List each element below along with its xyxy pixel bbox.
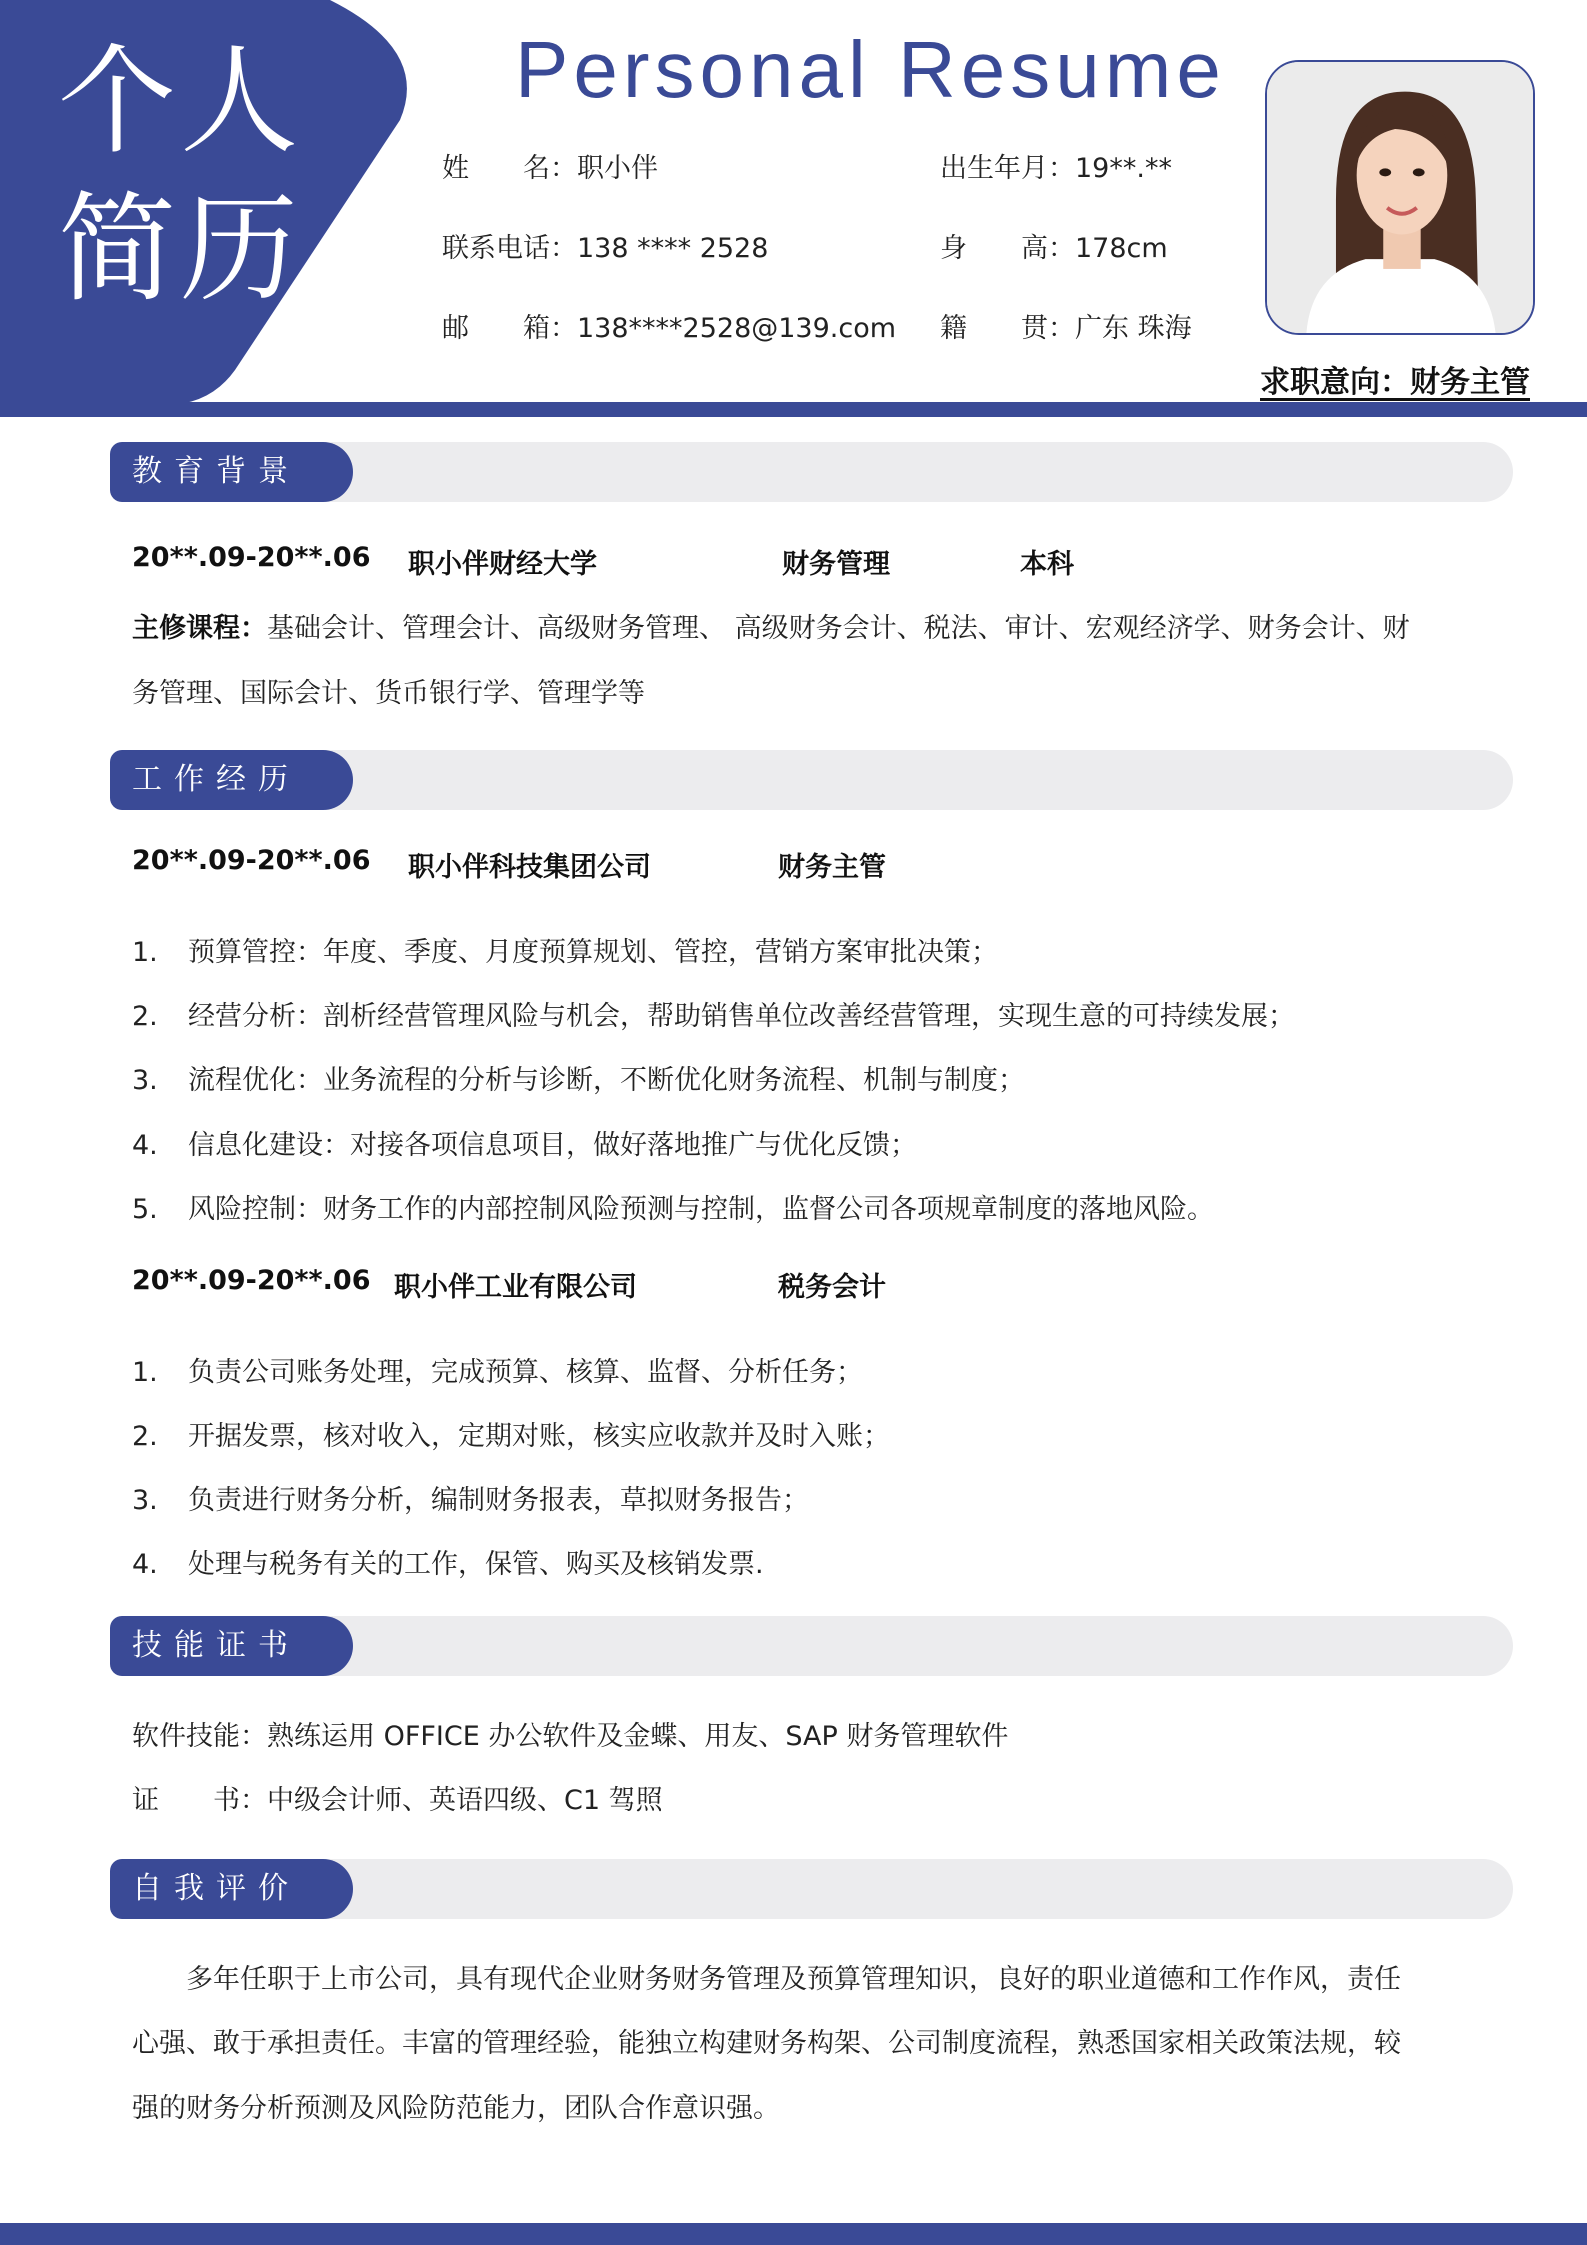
job-1-position: 财务主管 — [778, 852, 886, 883]
duty-text: 处理与税务有关的工作，保管、购买及核销发票. — [188, 1549, 764, 1580]
height-value: 178cm — [1075, 233, 1168, 264]
duty-text: 信息化建设：对接各项信息项目，做好落地推广与优化反馈； — [188, 1130, 917, 1161]
info-email — [442, 306, 896, 345]
courses-line1 — [132, 606, 1410, 645]
job-2-duty — [132, 1542, 764, 1581]
job-1-duty — [132, 994, 1295, 1033]
info-name — [442, 146, 658, 185]
courses-text1: 基础会计、管理会计、高级财务管理、 高级财务会计、税法、审计、宏观经济学、财务会计、财 — [267, 613, 1410, 644]
email-label: 邮 箱： — [442, 313, 577, 344]
duty-text: 负责进行财务分析，编制财务报表，草拟财务报告； — [188, 1485, 809, 1516]
name-value: 职小伴 — [577, 153, 658, 184]
section-self-eval-bar — [110, 1859, 1513, 1919]
education-degree: 本科 — [1020, 549, 1074, 580]
job-1-duty — [132, 1187, 1214, 1226]
duty-text: 经营分析：剖析经营管理风险与机会，帮助销售单位改善经营管理，实现生意的可持续发展； — [188, 1001, 1295, 1032]
education-school: 职小伴财经大学 — [408, 549, 597, 580]
section-self-eval-heading: 自我评价 — [110, 1859, 353, 1919]
duty-number: 3. — [132, 1065, 158, 1096]
duty-number: 2. — [132, 1421, 158, 1452]
skills-software — [132, 1714, 1008, 1753]
portrait-illustration — [1267, 62, 1533, 333]
courses-line2: 务管理、国际会计、货币银行学、管理学等 — [132, 678, 645, 709]
cert-label: 证 书： — [132, 1785, 267, 1816]
skills-certificates — [132, 1778, 663, 1817]
education-row — [132, 542, 1074, 580]
origin-label: 籍 贯： — [940, 313, 1075, 344]
info-birth — [940, 146, 1172, 185]
self-eval-line2: 心强、敢于承担责任。丰富的管理经验，能独立构建财务构架、公司制度流程，熟悉国家相关政策法规，较 — [132, 2028, 1401, 2059]
job-2-position: 税务会计 — [778, 1272, 886, 1303]
job-2-duty — [132, 1478, 809, 1517]
duty-text: 负责公司账务处理，完成预算、核算、监督、分析任务； — [188, 1357, 863, 1388]
job-2-duty — [132, 1350, 863, 1389]
phone-label: 联系电话： — [442, 233, 577, 264]
job-2-company: 职小伴工业有限公司 — [394, 1272, 637, 1303]
corner-title-line2: 简历 — [58, 180, 303, 318]
section-work-bar — [110, 750, 1513, 810]
birth-label: 出生年月： — [940, 153, 1075, 184]
cert-value: 中级会计师、英语四级、C1 驾照 — [267, 1785, 663, 1816]
section-skills-bar — [110, 1616, 1513, 1676]
header-divider-band — [0, 402, 1587, 417]
duty-number: 3. — [132, 1485, 158, 1516]
name-label: 姓 名： — [442, 153, 577, 184]
info-origin — [940, 306, 1192, 345]
job-1-company: 职小伴科技集团公司 — [408, 852, 651, 883]
software-value: 熟练运用 OFFICE 办公软件及金蝶、用友、SAP 财务管理软件 — [267, 1721, 1009, 1752]
job-1-duty — [132, 1123, 917, 1162]
footer-band — [0, 2223, 1587, 2245]
section-work-heading: 工作经历 — [110, 750, 353, 810]
profile-photo — [1265, 60, 1535, 335]
duty-text: 预算管控：年度、季度、月度预算规划、管控，营销方案审批决策； — [188, 937, 998, 968]
job-1-period: 20**.09-20**.06 — [132, 845, 371, 876]
duty-number: 2. — [132, 1001, 158, 1032]
info-height — [940, 226, 1168, 265]
education-period: 20**.09-20**.06 — [132, 542, 371, 573]
page-title: Personal Resume — [515, 25, 1226, 114]
duty-number: 1. — [132, 937, 158, 968]
duty-number: 4. — [132, 1130, 158, 1161]
self-eval-line1: 多年任职于上市公司，具有现代企业财务财务管理及预算管理知识，良好的职业道德和工作作风，责任 — [132, 1964, 1401, 1995]
duty-text: 风险控制：财务工作的内部控制风险预测与控制，监督公司各项规章制度的落地风险。 — [188, 1194, 1214, 1225]
duty-text: 开据发票，核对收入，定期对账，核实应收款并及时入账； — [188, 1421, 890, 1452]
education-major: 财务管理 — [782, 549, 890, 580]
job-objective: 求职意向：财务主管 — [1260, 365, 1530, 400]
corner-title-line1: 个人 — [58, 32, 303, 170]
section-education-bar — [110, 442, 1513, 502]
info-phone — [442, 226, 768, 265]
email-value: 138****2528@139.com — [577, 313, 897, 344]
job-2-period: 20**.09-20**.06 — [132, 1265, 371, 1296]
courses-label: 主修课程： — [132, 613, 267, 644]
self-eval-line3: 强的财务分析预测及风险防范能力，团队合作意识强。 — [132, 2093, 780, 2124]
duty-number: 5. — [132, 1194, 158, 1225]
phone-value: 138 **** 2528 — [577, 233, 769, 264]
job-1-duty — [132, 1058, 1025, 1097]
origin-value: 广东 珠海 — [1075, 313, 1192, 344]
duty-text: 流程优化：业务流程的分析与诊断，不断优化财务流程、机制与制度； — [188, 1065, 1025, 1096]
height-label: 身 高： — [940, 233, 1075, 264]
job-2-header — [132, 1265, 886, 1303]
job-2-duty — [132, 1414, 890, 1453]
software-label: 软件技能： — [132, 1721, 267, 1752]
birth-value: 19**.** — [1075, 153, 1172, 184]
section-education-heading: 教育背景 — [110, 442, 353, 502]
job-1-header — [132, 845, 886, 883]
duty-number: 1. — [132, 1357, 158, 1388]
duty-number: 4. — [132, 1549, 158, 1580]
job-1-duty — [132, 930, 998, 969]
section-skills-heading: 技能证书 — [110, 1616, 353, 1676]
